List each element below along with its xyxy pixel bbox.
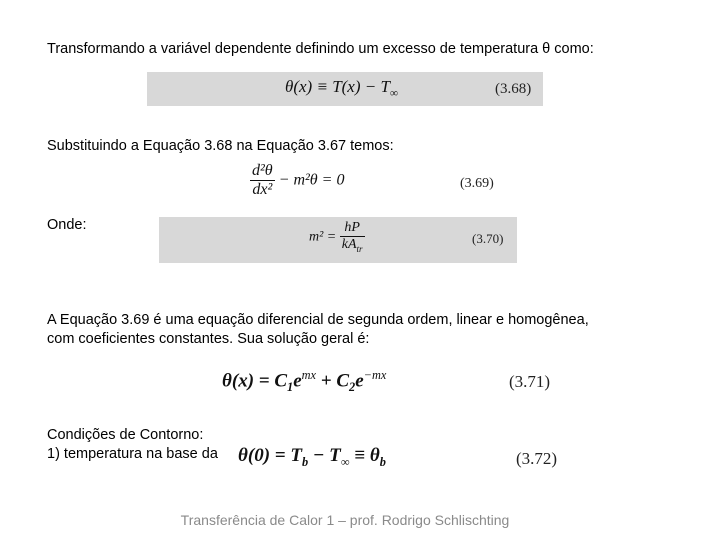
condition-1-text: 1) temperatura na base da xyxy=(47,446,218,462)
subscript-infinity: ∞ xyxy=(340,454,350,469)
equation-3-69-fraction xyxy=(250,163,275,198)
fraction-denominator: dx² xyxy=(252,180,273,198)
exp-base-2: e xyxy=(355,370,364,392)
fraction-denominator-subscript: tr xyxy=(356,243,363,254)
equation-3-71-part-a: θ(x) = C xyxy=(222,370,288,392)
equation-3-68 xyxy=(285,77,398,99)
equation-3-69 xyxy=(250,163,344,198)
fraction-denominator: kA xyxy=(341,236,357,252)
subscript-2: 2 xyxy=(349,380,356,395)
description-line-2: com coeficientes constantes. Sua solução geral é: xyxy=(47,331,370,347)
description-line-1: A Equação 3.69 é uma equação diferencial de segunda ordem, linear e homogênea, xyxy=(47,312,589,328)
equation-3-68-subscript: ∞ xyxy=(389,87,398,100)
exp-base-1: e xyxy=(293,370,302,392)
intro-text: Transformando a variável dependente definindo um excesso de temperatura θ como: xyxy=(47,41,594,57)
equation-3-72-rhs: ≡ θ xyxy=(349,445,380,466)
equation-3-70-box xyxy=(159,217,517,263)
equation-3-71 xyxy=(222,368,386,395)
equation-3-72-lhs: θ(0) = T xyxy=(238,445,302,466)
equation-3-72-mid: − T xyxy=(308,445,341,466)
onde-label: Onde: xyxy=(47,217,87,233)
subscript-b: b xyxy=(301,454,309,469)
exponent-2: −mx xyxy=(363,368,387,382)
equation-number-3-68: (3.68) xyxy=(495,81,532,97)
equation-3-69-rest: − m²θ = 0 xyxy=(278,171,345,189)
fraction-numerator: d²θ xyxy=(252,162,273,179)
substitution-text: Substituindo a Equação 3.68 na Equação 3.67 temos: xyxy=(47,138,394,154)
fraction-numerator: hP xyxy=(340,221,365,237)
equation-3-70-fraction xyxy=(340,221,365,253)
equation-3-70 xyxy=(309,221,365,253)
boundary-conditions-label: Condições de Contorno: xyxy=(47,427,204,443)
subscript-1: 1 xyxy=(287,380,294,395)
equation-3-72 xyxy=(238,445,386,470)
exponent-1: mx xyxy=(301,368,317,382)
equation-3-68-expression: θ(x) ≡ T(x) − T xyxy=(285,77,390,96)
footer: Transferência de Calor 1 – prof. Rodrigo Schlischting xyxy=(180,512,510,528)
subscript-b-2: b xyxy=(379,454,386,469)
equation-number-3-69: (3.69) xyxy=(460,176,494,191)
equation-3-68-box xyxy=(147,72,543,106)
equation-number-3-72: (3.72) xyxy=(516,449,558,468)
equation-number-3-71: (3.71) xyxy=(509,372,551,391)
equation-3-71-part-b: + C xyxy=(316,370,350,392)
equation-3-70-lhs: m² = xyxy=(309,229,337,245)
equation-number-3-70: (3.70) xyxy=(472,231,504,246)
